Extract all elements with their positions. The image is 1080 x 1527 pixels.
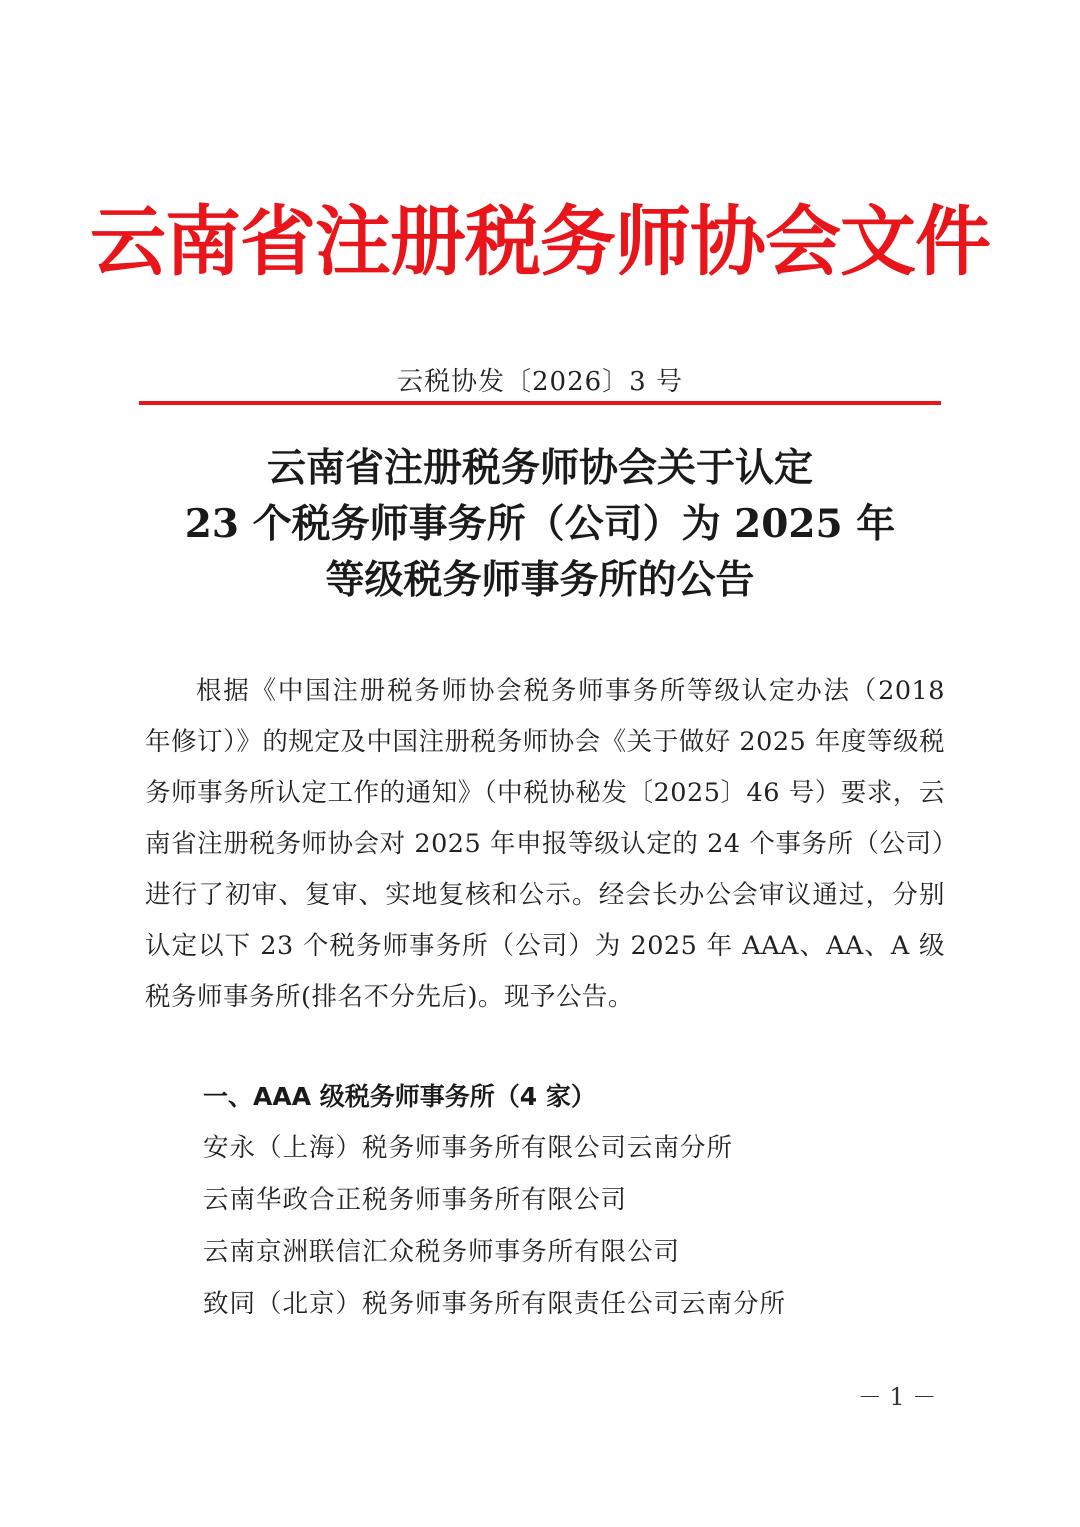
list-item: 云南华政合正税务师事务所有限公司 xyxy=(203,1185,628,1215)
document-masthead: 云南省注册税务师协会文件 xyxy=(90,197,990,286)
red-separator-line xyxy=(139,401,941,405)
section-heading-aaa: 一、AAA 级税务师事务所（4 家） xyxy=(203,1082,596,1111)
body-paragraph: 根据《中国注册税务师协会税务师事务所等级认定办法（2018 年修订）》的规定及中国注册税务师协会《关于做好 2025 年度等级税务师事务所认定工作的通知》（中税协秘发〔2025〕46 号）要求，云南省注册税务师协会对 2025 年申报等级认定的 24 个事务所（公司）进行了初审、复审、实地复核和公示。经会长办公会审议通过，分别认定以下 23 个税务师事务所（公司）为 2025 年 AAA、AA、A 级税务师事务所(排名不分先后)。现予公告。 xyxy=(145,676,945,1012)
list-item: 云南京洲联信汇众税务师事务所有限公司 xyxy=(203,1237,681,1267)
title-line-2: 23 个税务师事务所（公司）为 2025 年 xyxy=(184,501,896,547)
page-number: － 1 － xyxy=(857,1383,937,1411)
title-line-3: 等级税务师事务所的公告 xyxy=(325,557,755,603)
title-line-1: 云南省注册税务师协会关于认定 xyxy=(266,445,813,491)
list-item: 致同（北京）税务师事务所有限责任公司云南分所 xyxy=(203,1289,787,1319)
list-item: 安永（上海）税务师事务所有限公司云南分所 xyxy=(203,1133,734,1163)
aaa-firm-list xyxy=(203,1122,786,1330)
announcement-title xyxy=(0,440,1080,608)
document-number: 云税协发〔2026〕3 号 xyxy=(397,367,683,397)
